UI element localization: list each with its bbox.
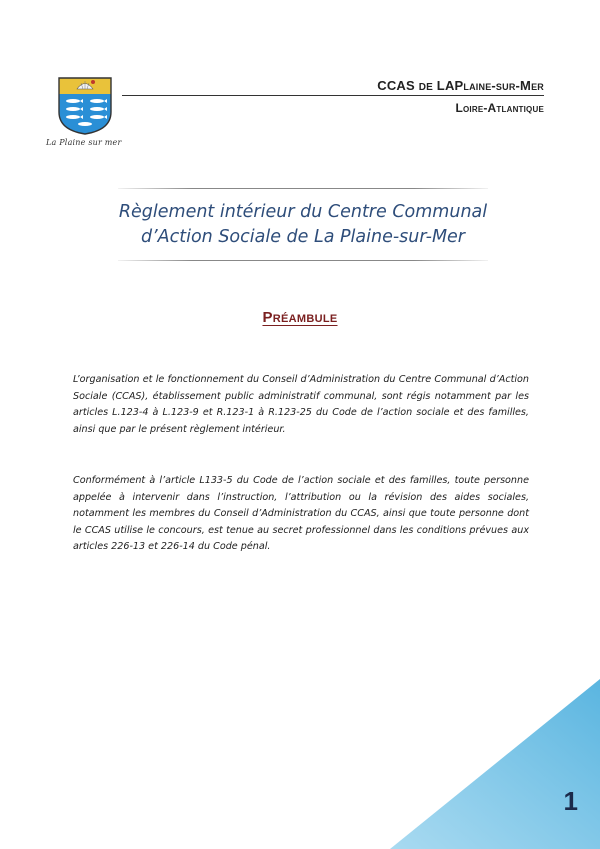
title-rule-bottom — [118, 260, 488, 261]
page-number: 1 — [563, 786, 578, 816]
org-name-rest: Plaine-sur-Mer — [454, 78, 544, 93]
header-divider — [122, 95, 544, 96]
coat-of-arms-icon — [55, 72, 115, 136]
title-rule-top — [118, 188, 488, 189]
paragraph-organisation: L’organisation et le fonctionnement du Conseil d’Administration du Centre Communal d’Action Sociale (CCAS), établissement public administratif communal, sont régis notamment par les articles L.123-4 à L.123-9 et R.123-1 à R.123-25 du Code de l’action sociale et des familles, ainsi que par le présent règlement intérieur. — [73, 374, 529, 435]
paragraph-secret-professionnel: Conformément à l’article L133-5 du Code de l’action sociale et des familles, toute personne appelée à intervenir dans l’instruction, l’attribution ou la révision des aides sociales, notamment les membres du Conseil d’Administration du CCAS, ainsi que toute personne dont le CCAS utilise le concours, est tenue au secret professionnel dans les conditions prévues aux articles 226-13 et 226-14 du Code pénal. — [73, 475, 529, 553]
organisation-name — [377, 78, 544, 93]
corner-decoration — [390, 679, 600, 849]
document-title — [90, 200, 516, 250]
document-title-line-2: d’Action Sociale de La Plaine-sur-Mer — [140, 227, 466, 247]
logo-caption: La Plaine sur mer — [46, 138, 122, 147]
region-label: Loire-Atlantique — [455, 101, 544, 115]
section-heading: Préambule — [262, 309, 338, 326]
org-name-la: LA — [436, 78, 455, 93]
org-prefix: CCAS — [377, 78, 415, 93]
org-connector: DE — [418, 82, 433, 93]
document-title-line-1: Règlement intérieur du Centre Communal — [118, 202, 488, 222]
